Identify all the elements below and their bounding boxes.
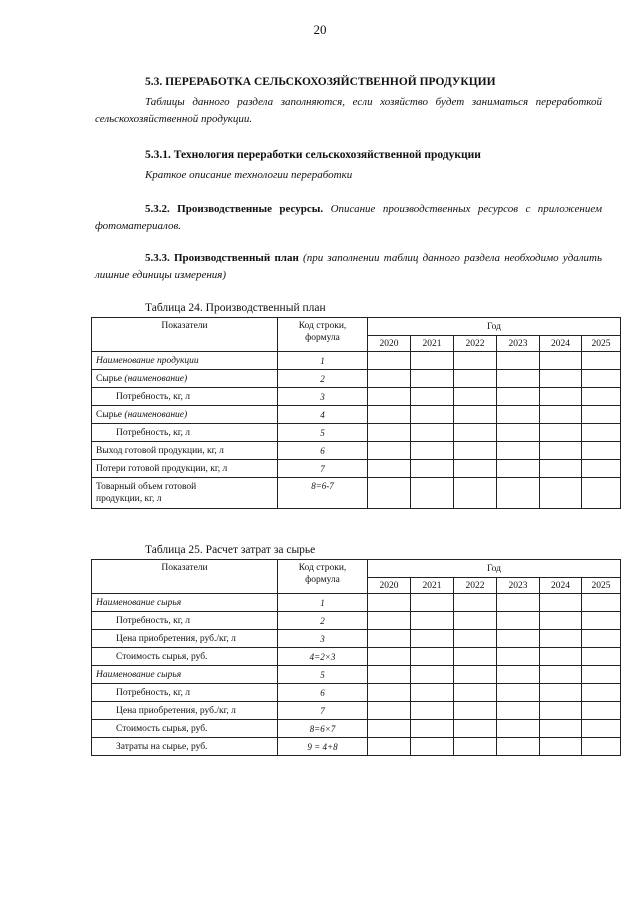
- value-cell[interactable]: [454, 406, 497, 424]
- row-code: 3: [278, 630, 368, 648]
- value-cell[interactable]: [582, 442, 621, 460]
- value-cell[interactable]: [368, 702, 411, 720]
- header-year-2024: 2024: [540, 578, 582, 594]
- row-code: 8=6-7: [278, 478, 368, 509]
- value-cell[interactable]: [368, 352, 411, 370]
- value-cell[interactable]: [540, 424, 582, 442]
- value-cell[interactable]: [454, 666, 497, 684]
- table-24-production-plan: [91, 317, 621, 509]
- header-year-2024: 2024: [540, 336, 582, 352]
- table-row: [92, 720, 621, 738]
- value-cell[interactable]: [540, 648, 582, 666]
- section-paragraph-5-3-2: [95, 201, 602, 235]
- row-label-line1: Товарный объем готовой: [96, 482, 197, 492]
- row-label-plain: Сырье: [96, 409, 125, 420]
- value-cell[interactable]: [497, 684, 540, 702]
- row-code: 9 = 4+8: [278, 738, 368, 756]
- value-cell[interactable]: [582, 352, 621, 370]
- value-cell[interactable]: [582, 478, 621, 509]
- value-cell[interactable]: [582, 648, 621, 666]
- row-label: Потребность, кг, л: [92, 424, 278, 442]
- value-cell[interactable]: [368, 424, 411, 442]
- row-code: 2: [278, 612, 368, 630]
- row-label: Цена приобретения, руб./кг, л: [92, 630, 278, 648]
- table-row: [92, 370, 621, 388]
- value-cell[interactable]: [582, 594, 621, 612]
- value-cell[interactable]: [582, 684, 621, 702]
- value-cell[interactable]: [454, 370, 497, 388]
- value-cell[interactable]: [454, 684, 497, 702]
- table-row: [92, 460, 621, 478]
- value-cell[interactable]: [454, 424, 497, 442]
- value-cell[interactable]: [454, 648, 497, 666]
- page-number: 20: [313, 22, 327, 37]
- value-cell[interactable]: [497, 442, 540, 460]
- value-cell[interactable]: [540, 720, 582, 738]
- value-cell[interactable]: [582, 738, 621, 756]
- value-cell[interactable]: [411, 406, 454, 424]
- value-cell[interactable]: [411, 388, 454, 406]
- value-cell[interactable]: [497, 648, 540, 666]
- table-row: [92, 442, 621, 460]
- value-cell[interactable]: [368, 648, 411, 666]
- header-year: Год: [368, 318, 621, 336]
- value-cell[interactable]: [497, 702, 540, 720]
- header-year-2022: 2022: [454, 578, 497, 594]
- section-note-5-3-2: Описание производственных ресурсов с приложением фотоматериалов.: [95, 203, 602, 232]
- value-cell[interactable]: [411, 648, 454, 666]
- value-cell[interactable]: [454, 460, 497, 478]
- row-label: [92, 406, 278, 424]
- value-cell[interactable]: [497, 594, 540, 612]
- table-row: [92, 388, 621, 406]
- header-code-line1: Код строки,: [298, 563, 347, 573]
- table-row: [92, 352, 621, 370]
- row-label: Потребность, кг, л: [92, 388, 278, 406]
- value-cell[interactable]: [582, 612, 621, 630]
- header-year-2025: 2025: [582, 578, 621, 594]
- row-label: Потребность, кг, л: [92, 612, 278, 630]
- row-label-line2: продукции, кг, л: [96, 494, 162, 504]
- value-cell[interactable]: [411, 424, 454, 442]
- value-cell[interactable]: [411, 478, 454, 509]
- value-cell[interactable]: [454, 720, 497, 738]
- value-cell[interactable]: [368, 738, 411, 756]
- row-label: Наименование продукции: [92, 352, 278, 370]
- value-cell[interactable]: [368, 720, 411, 738]
- value-cell[interactable]: [497, 370, 540, 388]
- row-code: 5: [278, 666, 368, 684]
- header-code: [278, 560, 368, 594]
- value-cell[interactable]: [454, 702, 497, 720]
- value-cell[interactable]: [540, 370, 582, 388]
- value-cell[interactable]: [540, 684, 582, 702]
- row-label: Наименование сырья: [92, 594, 278, 612]
- value-cell[interactable]: [582, 424, 621, 442]
- row-label: [92, 478, 278, 509]
- header-year-2025: 2025: [582, 336, 621, 352]
- value-cell[interactable]: [368, 406, 411, 424]
- value-cell[interactable]: [540, 478, 582, 509]
- value-cell[interactable]: [454, 388, 497, 406]
- value-cell[interactable]: [540, 666, 582, 684]
- section-heading-5-3-1: 5.3.1. Технология переработки сельскохозяйственной продукции: [145, 149, 481, 161]
- value-cell[interactable]: [540, 460, 582, 478]
- section-heading-5-3-2: 5.3.2. Производственные ресурсы.: [145, 203, 324, 215]
- header-code: [278, 318, 368, 352]
- value-cell[interactable]: [368, 666, 411, 684]
- value-cell[interactable]: [582, 460, 621, 478]
- value-cell[interactable]: [540, 702, 582, 720]
- value-cell[interactable]: [582, 702, 621, 720]
- value-cell[interactable]: [368, 442, 411, 460]
- row-code: 7: [278, 702, 368, 720]
- header-year: Год: [368, 560, 621, 578]
- row-code: 1: [278, 594, 368, 612]
- row-code: 3: [278, 388, 368, 406]
- value-cell[interactable]: [368, 684, 411, 702]
- value-cell[interactable]: [454, 594, 497, 612]
- value-cell[interactable]: [540, 352, 582, 370]
- section-heading-5-3: 5.3. ПЕРЕРАБОТКА СЕЛЬСКОХОЗЯЙСТВЕННОЙ ПРОДУКЦИИ: [145, 76, 496, 88]
- value-cell[interactable]: [582, 370, 621, 388]
- value-cell[interactable]: [454, 352, 497, 370]
- value-cell[interactable]: [454, 442, 497, 460]
- value-cell[interactable]: [497, 478, 540, 509]
- row-code: 2: [278, 370, 368, 388]
- row-label: [92, 370, 278, 388]
- value-cell[interactable]: [454, 612, 497, 630]
- table-row: [92, 630, 621, 648]
- header-year-2020: 2020: [368, 578, 411, 594]
- header-year-2022: 2022: [454, 336, 497, 352]
- value-cell[interactable]: [540, 442, 582, 460]
- value-cell[interactable]: [582, 666, 621, 684]
- value-cell[interactable]: [540, 630, 582, 648]
- table-row: [92, 612, 621, 630]
- row-label: Потери готовой продукции, кг, л: [92, 460, 278, 478]
- table-row: [92, 594, 621, 612]
- value-cell[interactable]: [497, 666, 540, 684]
- value-cell[interactable]: [411, 630, 454, 648]
- table-row: [92, 406, 621, 424]
- value-cell[interactable]: [497, 612, 540, 630]
- value-cell[interactable]: [582, 406, 621, 424]
- value-cell[interactable]: [411, 684, 454, 702]
- table-24-caption: Таблица 24. Производственный план: [145, 302, 326, 314]
- value-cell[interactable]: [411, 720, 454, 738]
- value-cell[interactable]: [540, 594, 582, 612]
- header-code-line1: Код строки,: [298, 321, 347, 331]
- value-cell[interactable]: [497, 460, 540, 478]
- value-cell[interactable]: [497, 388, 540, 406]
- value-cell[interactable]: [540, 406, 582, 424]
- row-label: Затраты на сырье, руб.: [92, 738, 278, 756]
- section-note-5-3: Таблицы данного раздела заполняются, если хозяйство будет заниматься переработкой сельскохозяйственной продукции.: [95, 96, 602, 125]
- row-label: Стоимость сырья, руб.: [92, 720, 278, 738]
- table-row: [92, 478, 621, 509]
- value-cell[interactable]: [368, 370, 411, 388]
- header-year-2023: 2023: [497, 578, 540, 594]
- value-cell[interactable]: [497, 424, 540, 442]
- value-cell[interactable]: [582, 388, 621, 406]
- row-code: 1: [278, 352, 368, 370]
- value-cell[interactable]: [411, 370, 454, 388]
- value-cell[interactable]: [582, 720, 621, 738]
- header-year-2021: 2021: [411, 336, 454, 352]
- value-cell[interactable]: [411, 702, 454, 720]
- value-cell[interactable]: [368, 460, 411, 478]
- table-row: [92, 666, 621, 684]
- header-indicators: Показатели: [92, 318, 278, 352]
- row-label-italic: (наименование): [124, 409, 188, 420]
- row-code: 8=6×7: [278, 720, 368, 738]
- row-code: 4=2×3: [278, 648, 368, 666]
- section-heading-5-3-3: 5.3.3. Производственный план: [145, 252, 299, 264]
- value-cell[interactable]: [454, 738, 497, 756]
- value-cell[interactable]: [368, 388, 411, 406]
- value-cell[interactable]: [497, 352, 540, 370]
- row-label: Наименование сырья: [92, 666, 278, 684]
- row-code: 7: [278, 460, 368, 478]
- value-cell[interactable]: [368, 478, 411, 509]
- value-cell[interactable]: [582, 630, 621, 648]
- value-cell[interactable]: [411, 738, 454, 756]
- value-cell[interactable]: [368, 630, 411, 648]
- table-row: [92, 648, 621, 666]
- row-label: Цена приобретения, руб./кг, л: [92, 702, 278, 720]
- value-cell[interactable]: [411, 594, 454, 612]
- value-cell[interactable]: [454, 478, 497, 509]
- table-row: [92, 424, 621, 442]
- value-cell[interactable]: [411, 352, 454, 370]
- header-indicators: Показатели: [92, 560, 278, 594]
- row-label: Потребность, кг, л: [92, 684, 278, 702]
- section-note-5-3-3: (при заполнении таблиц данного раздела необходимо удалить лишние единицы измерения): [95, 252, 603, 281]
- header-code-line2: формула: [305, 333, 340, 343]
- value-cell[interactable]: [540, 388, 582, 406]
- table-25-caption: Таблица 25. Расчет затрат за сырье: [145, 544, 316, 556]
- value-cell[interactable]: [411, 442, 454, 460]
- row-code: 6: [278, 442, 368, 460]
- section-paragraph-5-3-3: [95, 250, 602, 284]
- value-cell[interactable]: [497, 630, 540, 648]
- table-row: [92, 738, 621, 756]
- table-25-raw-material-costs: [91, 559, 621, 756]
- section-note-5-3-1: Краткое описание технологии переработки: [145, 169, 353, 181]
- row-code: 4: [278, 406, 368, 424]
- value-cell[interactable]: [411, 612, 454, 630]
- header-year-2023: 2023: [497, 336, 540, 352]
- header-year-2020: 2020: [368, 336, 411, 352]
- row-code: 5: [278, 424, 368, 442]
- value-cell[interactable]: [368, 594, 411, 612]
- value-cell[interactable]: [497, 720, 540, 738]
- row-label: Стоимость сырья, руб.: [92, 648, 278, 666]
- value-cell[interactable]: [411, 666, 454, 684]
- row-label: Выход готовой продукции, кг, л: [92, 442, 278, 460]
- row-label-plain: Сырье: [96, 373, 125, 384]
- table-row: [92, 702, 621, 720]
- value-cell[interactable]: [540, 738, 582, 756]
- row-label-italic: (наименование): [124, 373, 188, 384]
- value-cell[interactable]: [497, 406, 540, 424]
- value-cell[interactable]: [368, 612, 411, 630]
- value-cell[interactable]: [540, 612, 582, 630]
- header-year-2021: 2021: [411, 578, 454, 594]
- row-code: 6: [278, 684, 368, 702]
- value-cell[interactable]: [497, 738, 540, 756]
- value-cell[interactable]: [454, 630, 497, 648]
- table-row: [92, 684, 621, 702]
- header-code-line2: формула: [305, 575, 340, 585]
- value-cell[interactable]: [411, 460, 454, 478]
